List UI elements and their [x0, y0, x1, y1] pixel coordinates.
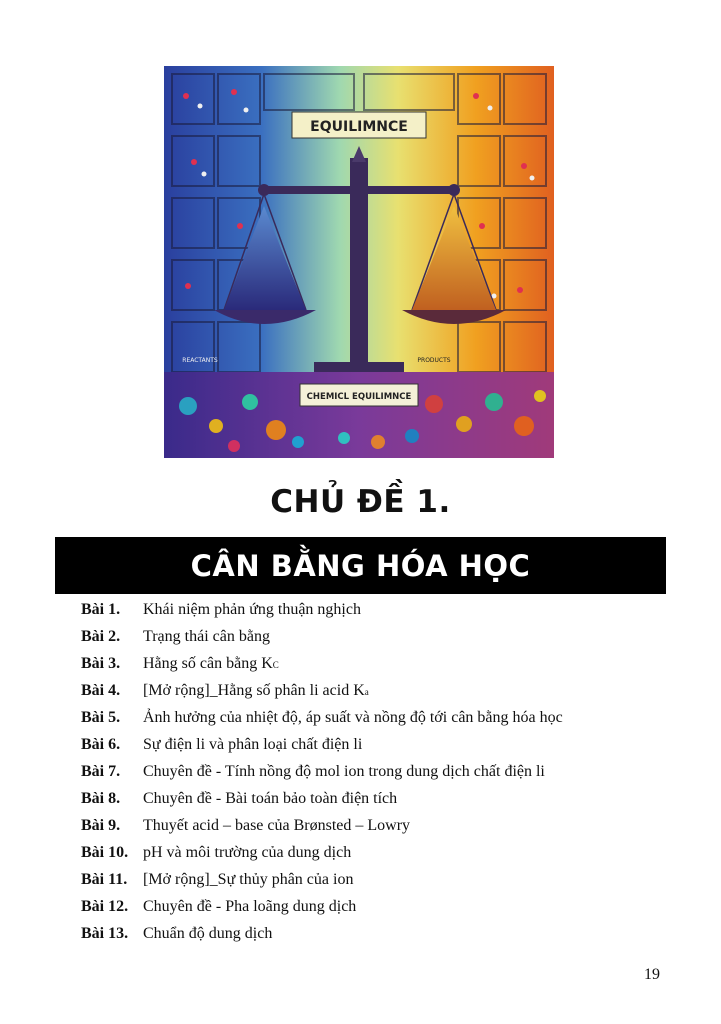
lesson-title: Thuyết acid – base của Brønsted – Lowry [143, 816, 411, 834]
board-title: EQUILIMNCE [310, 119, 408, 135]
chapter-banner [55, 537, 666, 594]
lesson-item[interactable] [81, 893, 681, 920]
lesson-number: Bài 3. [81, 654, 121, 672]
lesson-item[interactable] [81, 596, 681, 623]
lesson-title: Chuyên đề - Tính nồng độ mol ion trong dung dịch chất điện li [143, 762, 545, 780]
lesson-number: Bài 4. [81, 681, 121, 699]
balance-scale-image [164, 66, 554, 458]
lesson-title: Sự điện li và phân loại chất điện li [143, 735, 363, 753]
lesson-title: Khái niệm phản ứng thuận nghịch [143, 600, 361, 618]
lesson-list [81, 596, 681, 947]
lesson-subscript: a [364, 686, 369, 697]
lesson-number: Bài 8. [81, 789, 121, 807]
lesson-subscript: C [272, 659, 279, 670]
lesson-item[interactable] [81, 704, 681, 731]
chapter-subtitle: CÂN BẰNG HÓA HỌC [190, 548, 531, 583]
lesson-item[interactable] [81, 623, 681, 650]
page-number: 19 [644, 966, 660, 983]
lesson-number: Bài 13. [81, 924, 129, 942]
reactants-label: REACTANTS [182, 357, 218, 364]
lesson-item[interactable] [81, 758, 681, 785]
lesson-number: Bài 5. [81, 708, 121, 726]
lesson-item[interactable] [81, 731, 681, 758]
lesson-number: Bài 7. [81, 762, 121, 780]
lesson-item[interactable] [81, 785, 681, 812]
lesson-item[interactable] [81, 866, 681, 893]
lesson-title: Ảnh hưởng của nhiệt độ, áp suất và nồng độ tới cân bằng hóa học [143, 708, 563, 726]
lesson-title: [Mở rộng]_Sự thủy phân của ion [143, 870, 354, 888]
lesson-title: Chuyên đề - Bài toán bảo toàn điện tích [143, 789, 398, 807]
lesson-title: Trạng thái cân bằng [143, 627, 270, 645]
lesson-number: Bài 9. [81, 816, 121, 834]
chapter-title: CHỦ ĐỀ 1. [270, 484, 451, 520]
lesson-item[interactable] [81, 839, 681, 866]
lesson-item[interactable] [81, 650, 681, 677]
lesson-number: Bài 10. [81, 843, 129, 861]
lesson-number: Bài 11. [81, 870, 128, 888]
lesson-item[interactable] [81, 920, 681, 947]
lesson-item[interactable] [81, 812, 681, 839]
lesson-title: Chuẩn độ dung dịch [143, 924, 273, 942]
lesson-title: [Mở rộng]_Hằng số phân li acid K [143, 681, 365, 699]
plaque-text: CHEMICL EQUILIMNCE [306, 392, 412, 402]
lesson-number: Bài 6. [81, 735, 121, 753]
lesson-number: Bài 12. [81, 897, 129, 915]
products-label: PRODUCTS [417, 357, 451, 364]
lesson-number: Bài 1. [81, 600, 121, 618]
cover-illustration [164, 66, 554, 458]
lesson-item[interactable] [81, 677, 681, 704]
lesson-title: Hằng số cân bằng K [143, 654, 273, 672]
lesson-title: Chuyên đề - Pha loãng dung dịch [143, 897, 357, 915]
lesson-number: Bài 2. [81, 627, 121, 645]
lesson-title: pH và môi trường của dung dịch [143, 843, 352, 861]
